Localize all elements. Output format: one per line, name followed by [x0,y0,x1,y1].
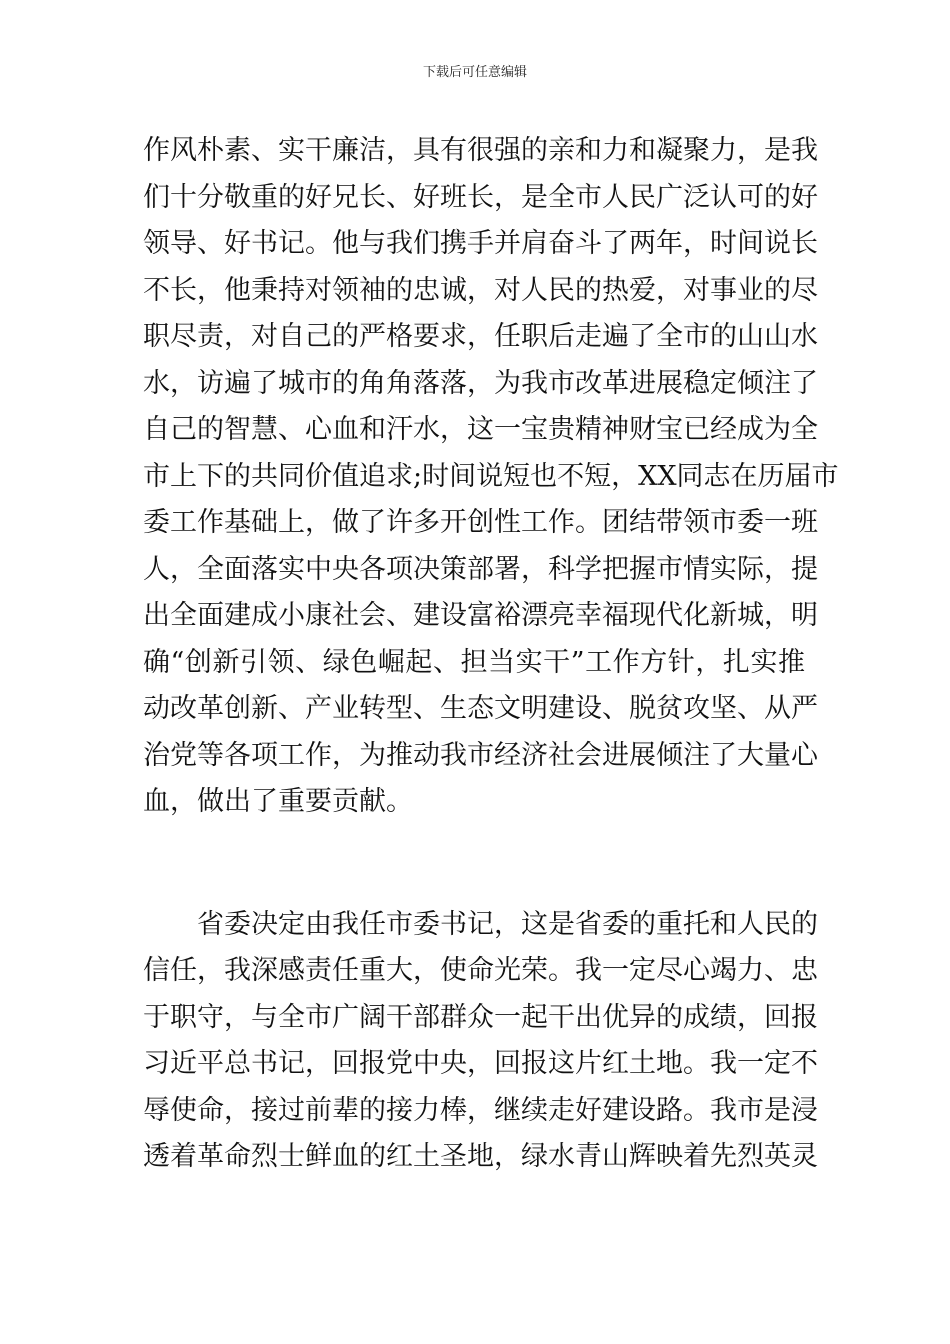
text-line: 血，做出了重要贡献。 [143,786,413,817]
text-line: 辱使命，接过前辈的接力棒，继续走好建设路。我市是浸 [143,1094,818,1126]
text-line: 习近平总书记，回报党中央，回报这片红土地。我一定不 [143,1048,818,1079]
text-line: 不长，他秉持对领袖的忠诚，对人民的热爱，对事业的尽 [143,274,818,306]
text-line: 出全面建成小康社会、建设富裕漂亮幸福现代化新城，明 [143,600,818,631]
text-line: 动改革创新、产业转型、生态文明建设、脱贫攻坚、从严 [143,693,818,724]
text-line: 作风朴素、实干廉洁，具有很强的亲和力和凝聚力，是我 [143,135,818,166]
paragraph-2 [143,902,818,1181]
text-line: 省委决定由我任市委书记，这是省委的重托和人民的 [197,908,818,940]
text-line: 自己的智慧、心血和汗水，这一宝贵精神财宝已经成为全 [143,414,818,445]
paragraph-spacer [143,826,805,902]
text-line: 于职守，与全市广阔干部群众一起干出优异的成绩，回报 [143,1001,818,1033]
paragraph-1 [143,128,839,826]
text-line: 们十分敬重的好兄长、好班长，是全市人民广泛认可的好 [143,181,818,213]
text-line: 信任，我深感责任重大，使命光荣。我一定尽心竭力、忠 [143,955,818,986]
text-line: 确“创新引领、绿色崛起、担当实干”工作方针，扎实推 [143,646,805,678]
document-body [143,128,839,1181]
page-header: 下载后可任意编辑 [422,65,527,80]
text-line: 治党等各项工作，为推动我市经济社会进展倾注了大量心 [143,739,818,771]
text-line: 水，访遍了城市的角角落落，为我市改革进展稳定倾注了 [143,367,818,399]
text-line: 委工作基础上，做了许多开创性工作。团结带领市委一班 [143,507,818,538]
text-line: 领导、好书记。他与我们携手并肩奋斗了两年，时间说长 [143,228,818,259]
text-line: 职尽责，对自己的严格要求，任职后走遍了全市的山山水 [143,321,818,352]
text-line: 透着革命烈士鲜血的红土圣地，绿水青山辉映着先烈英灵 [143,1141,818,1172]
text-line: 人，全面落实中央各项决策部署，科学把握市情实际，提 [143,553,818,585]
text-line: 市上下的共同价值追求;时间说短也不短，XX同志在历届市 [143,460,839,492]
